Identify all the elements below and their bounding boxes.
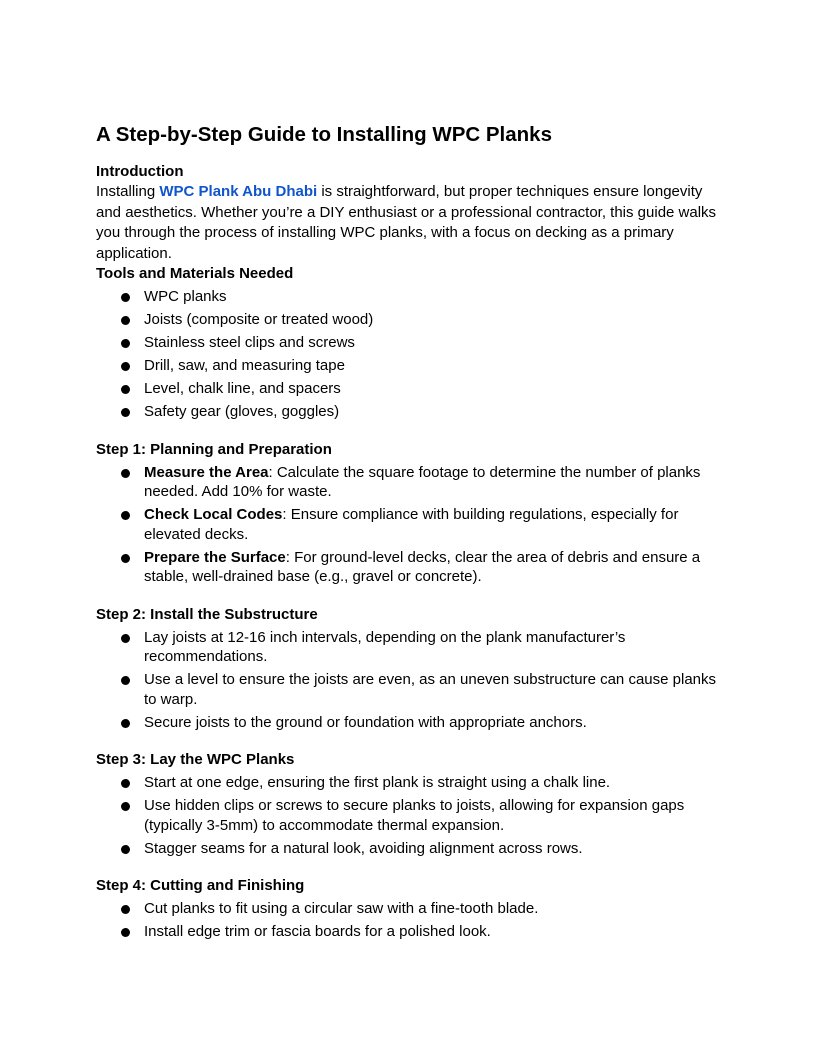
list-item-text: : Calculate the square footage to determine the number of planks needed. Add 10% for waste. [144,463,701,500]
bullet-icon [121,554,130,563]
bullet-icon [121,634,130,643]
intro-text-before-link: Installing [96,183,160,200]
list-item-term: Check Local Codes [144,506,283,523]
list-item-term: Measure the Area [144,463,269,481]
list-item [96,839,726,859]
bullet-icon [121,719,130,728]
list-item [96,796,726,835]
bullet-icon [121,676,130,685]
bullet-icon [121,802,130,811]
list-item-text: Use a level to ensure the joists are even, as an uneven substructure can cause planks to warp. [144,671,716,708]
bullet-icon [121,469,130,478]
list-item [96,505,726,544]
list-item-text: Stagger seams for a natural look, avoiding alignment across rows. [144,839,583,857]
bullet-icon [121,408,130,417]
list-item [96,670,726,709]
list-item [96,713,726,733]
list-item-text: Use hidden clips or screws to secure planks to joists, allowing for expansion gaps (typically 3-5mm) to accommodate thermal expansion. [144,797,685,834]
intro-text-after-link: is straightforward, but proper techniques ensure longevity and aesthetics. Whether you’re a DIY enthusiast or a professional contractor, this guide walks you through the process of installing WPC planks, with a focus on decking as a primary application. [96,183,717,262]
list-item-text: Joists (composite or treated wood) [144,311,374,328]
list-item-text: : Ensure compliance with building regulations, especially for elevated decks. [144,506,679,543]
step2-heading: Step 2: Install the Substructure [96,605,318,623]
list-item [96,548,726,587]
step3-list [96,773,726,858]
list-item-text: Install edge trim or fascia boards for a polished look. [144,923,491,940]
list-item [96,463,726,502]
bullet-icon [121,928,130,937]
list-item-term: Prepare the Surface [144,548,286,566]
list-item-text: Drill, saw, and measuring tape [144,357,345,374]
list-item [96,379,726,399]
list-item-text: Cut planks to fit using a circular saw with a fine-tooth blade. [144,900,539,917]
step3-heading: Step 3: Lay the WPC Planks [96,751,295,768]
list-item-text: : For ground-level decks, clear the area of debris and ensure a stable, well-drained base (e.g., gravel or concrete). [144,548,701,585]
introduction-heading: Introduction [96,163,184,180]
list-item [96,773,726,793]
bullet-icon [121,293,130,302]
step4-list [96,899,726,942]
step1-heading: Step 1: Planning and Preparation [96,440,332,458]
bullet-icon [121,339,130,348]
list-item [96,287,726,307]
list-item-text: Secure joists to the ground or foundation with appropriate anchors. [144,713,587,731]
list-item-text: Level, chalk line, and spacers [144,380,341,397]
bullet-icon [121,316,130,325]
list-item [96,310,726,330]
list-item [96,402,726,422]
list-item [96,922,726,942]
bullet-icon [121,362,130,371]
list-item [96,333,726,353]
list-item-text: Start at one edge, ensuring the first plank is straight using a chalk line. [144,774,611,791]
list-item-text: Stainless steel clips and screws [144,334,355,351]
bullet-icon [121,905,130,914]
step1-list [96,463,726,587]
wpc-plank-abu-dhabi-link[interactable]: WPC Plank Abu Dhabi [159,183,318,200]
list-item [96,628,726,667]
step2-list [96,628,726,733]
bullet-icon [121,845,130,854]
list-item [96,899,726,919]
list-item-text: Safety gear (gloves, goggles) [144,403,340,420]
list-item-text: WPC planks [144,288,227,305]
step4-heading: Step 4: Cutting and Finishing [96,877,305,894]
page-title: A Step-by-Step Guide to Installing WPC Planks [96,123,552,146]
bullet-icon [121,511,130,520]
tools-heading: Tools and Materials Needed [96,265,294,282]
bullet-icon [121,779,130,788]
tools-list [96,287,726,422]
list-item-text: Lay joists at 12-16 inch intervals, depending on the plank manufacturer’s recommendations. [144,628,626,665]
bullet-icon [121,385,130,394]
introduction-paragraph [96,182,726,264]
document-page [96,122,726,945]
list-item [96,356,726,376]
